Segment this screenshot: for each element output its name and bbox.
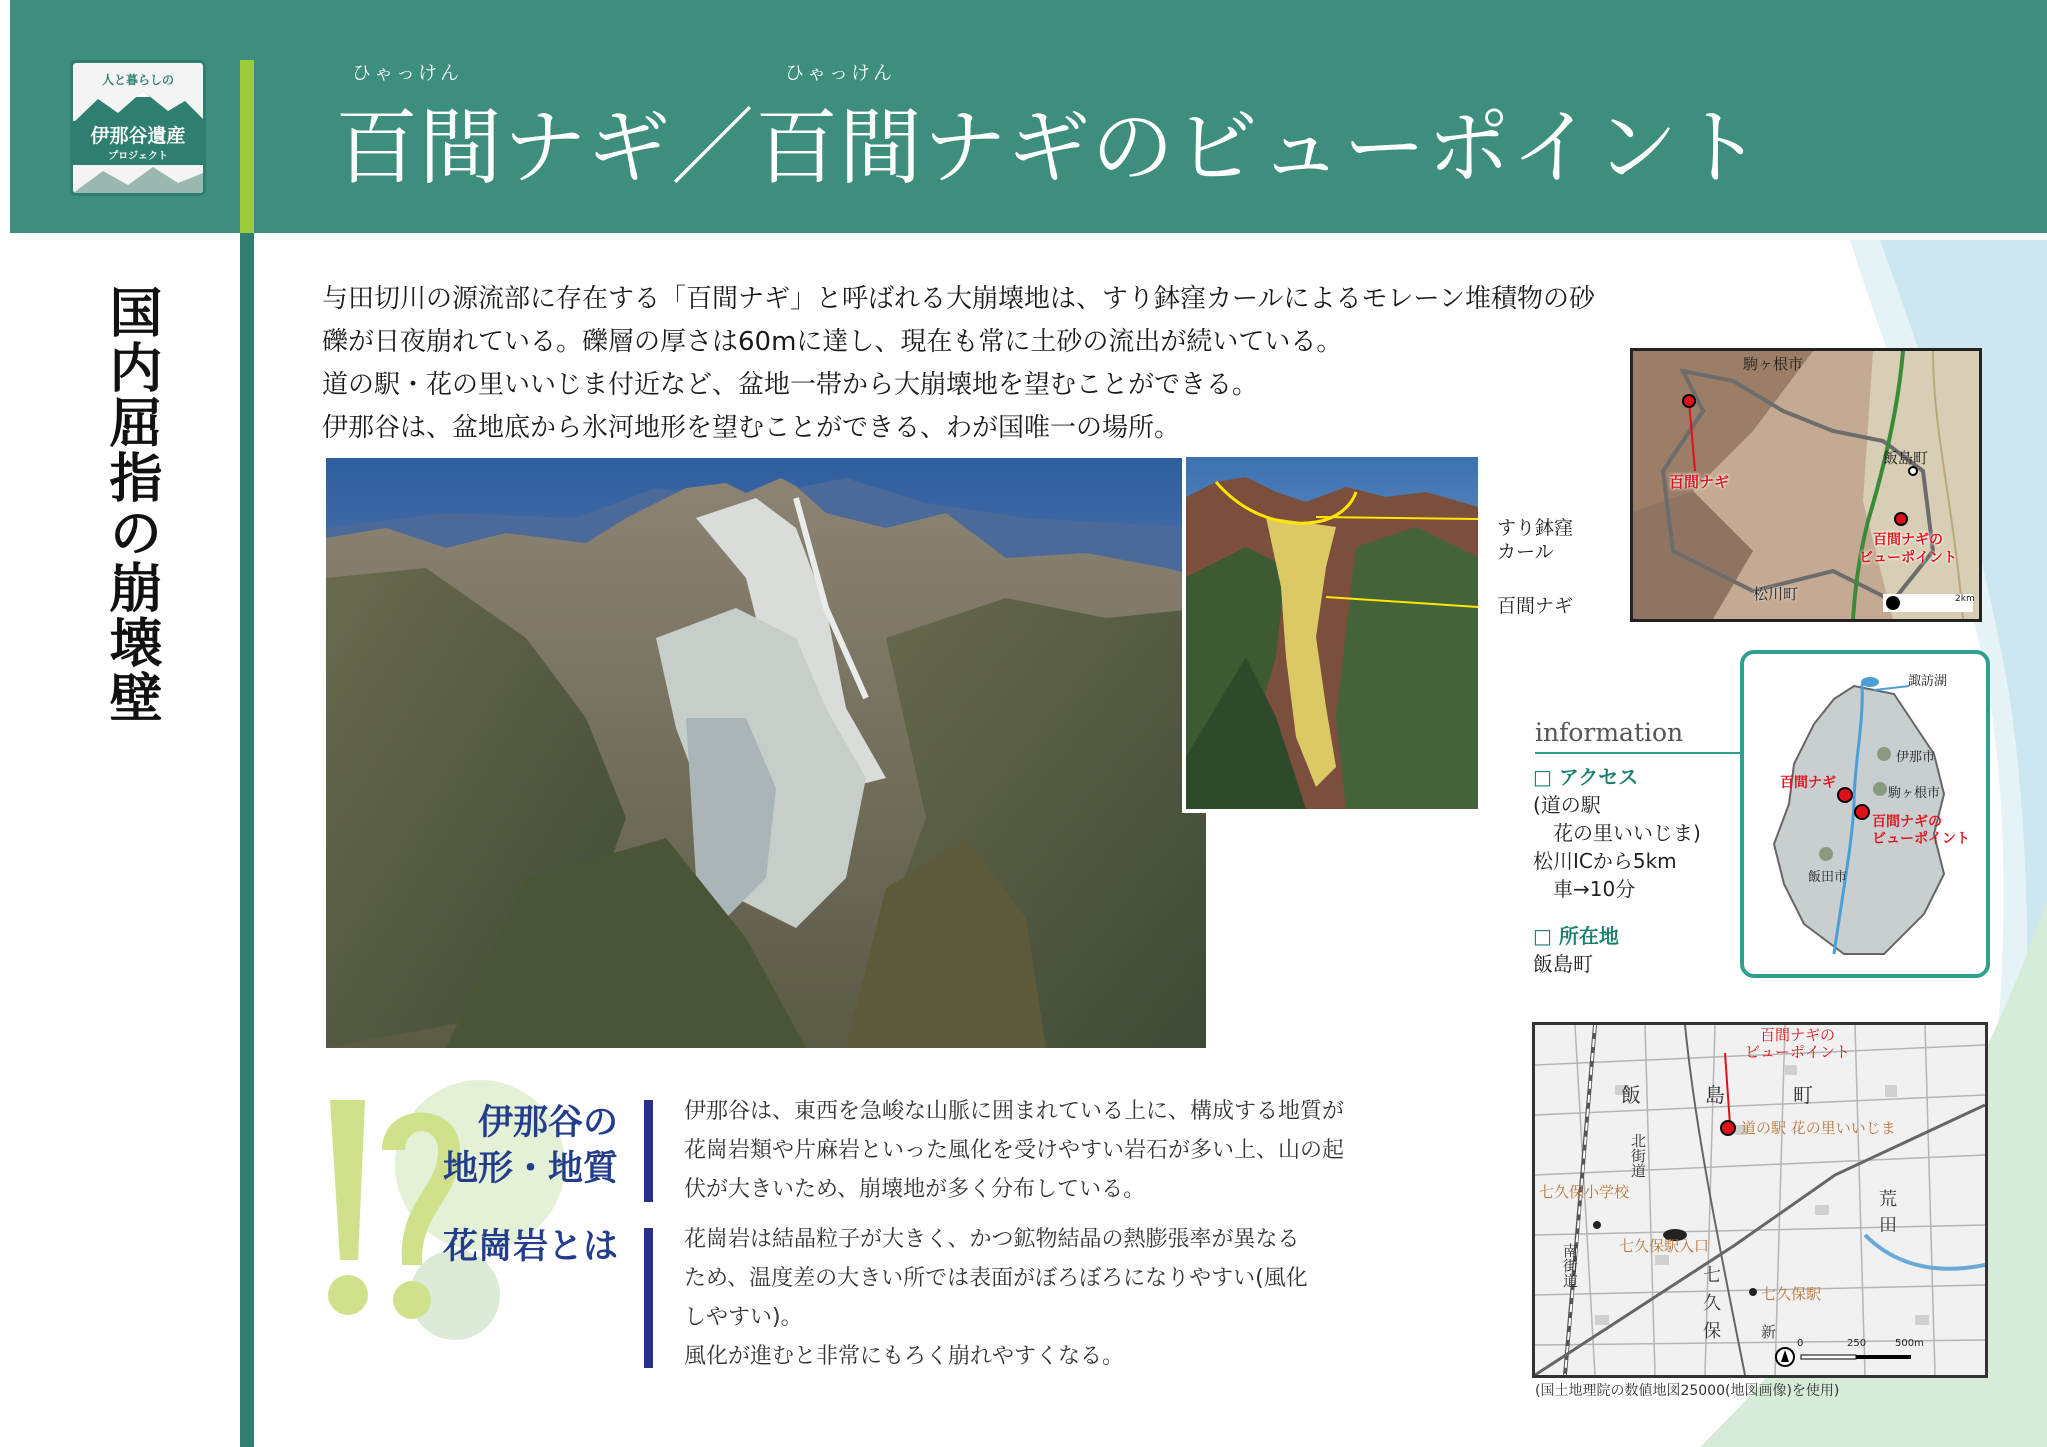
page-title: 百間ナギ／百間ナギのビューポイント [335, 99, 1763, 196]
topic-text-line: 風化が進むと非常にもろく崩れやすくなる。 [684, 1344, 1125, 1369]
intro-line: 与田切川の源流部に存在する「百間ナギ」と呼ばれる大崩壊地は、すり鉢窪カールによるモレーン堆積物の砂 [322, 284, 1595, 314]
town-kitakaido: 北街道 [1629, 1133, 1647, 1178]
region-viewpoint [1872, 814, 1970, 848]
topic-bar [644, 1100, 653, 1202]
region-ina: 伊那市 [1896, 750, 1936, 765]
topic-text-line: ため、温度差の大きい所では表面がぼろぼろになりやすい(風化 [684, 1266, 1308, 1291]
info-access-label: □ アクセス [1533, 765, 1639, 789]
topic-heading-line: 伊那谷の [477, 1102, 618, 1143]
topic-heading-granite [400, 1224, 618, 1270]
info-access [1533, 763, 1701, 903]
region-map [1740, 650, 1990, 978]
region-viewpoint-line2: ビューポイント [1872, 831, 1970, 847]
town-viewpoint-line2: ビューポイント [1745, 1043, 1851, 1061]
map-small-iijima: 飯島町 [1883, 449, 1929, 467]
region-suwa: 諏訪湖 [1908, 674, 1948, 689]
terrain-map [1630, 348, 1982, 622]
map-caption: (国土地理院の数値地図25000(地図画像)を使用) [1535, 1383, 1840, 1399]
town-nanakubo-char: 久 [1703, 1293, 1721, 1314]
town-ara: 荒 [1879, 1189, 1897, 1210]
town-nanakubo-char: 保 [1703, 1321, 1721, 1342]
topic-text-line: 伏が大きいため、崩壊地が多く分布している。 [684, 1177, 1146, 1202]
town-michinoeki: 道の駅 花の里いいじま [1741, 1119, 1896, 1137]
info-location-value: 飯島町 [1533, 952, 1593, 976]
town-char: 町 [1793, 1083, 1813, 1107]
logo-main [73, 121, 203, 165]
info-access-line: 花の里いいじま) [1533, 821, 1701, 845]
town-ta: 田 [1879, 1215, 1897, 1236]
town-minamikaido: 南街道 [1561, 1243, 1579, 1288]
nagi-photo [1182, 453, 1482, 813]
logo-sub-text: プロジェクト [108, 151, 168, 162]
town-nanakubo-char: 七 [1703, 1265, 1721, 1286]
info-access-line: (道の駅 [1533, 793, 1601, 817]
town-scale-500: 500m [1895, 1338, 1924, 1349]
topic-heading-terrain [400, 1100, 618, 1192]
callout-nagi: 百間ナギ [1497, 595, 1574, 617]
topic-text-line: 伊那谷は、東西を急峻な山脈に囲まれている上に、構成する地質が [684, 1099, 1345, 1124]
callout-cirque [1497, 516, 1573, 564]
town-viewpoint-line1: 百間ナギの [1760, 1026, 1836, 1044]
info-location-label: □ 所在地 [1533, 924, 1619, 948]
topic-text-granite [684, 1220, 1308, 1376]
mountain-photo [326, 458, 1206, 1048]
intro-line: 伊那谷は、盆地底から氷河地形を望むことができる、わが国唯一の場所。 [322, 413, 1181, 443]
map-small-viewpoint-line1: 百間ナギの [1873, 532, 1943, 548]
intro-line: 礫が日夜崩れている。礫層の厚さは60mに達し、現在も常に土砂の流出が続いている。 [322, 327, 1343, 357]
map-small-scale: 2km [1955, 594, 1975, 604]
map-small-matsukawa: 松川町 [1753, 585, 1799, 603]
left-divider-accent [240, 60, 254, 233]
logo-bottom-mountain [73, 163, 203, 193]
topic-bar [644, 1228, 653, 1368]
project-logo [70, 60, 206, 196]
mountain-photo-art [326, 458, 1206, 1048]
town-scale-250: 250 [1847, 1338, 1867, 1349]
town-station-entrance: 七久保駅入口 [1619, 1237, 1710, 1255]
topic-heading-line: 地形・地質 [442, 1148, 618, 1189]
callout-cirque-line2: カール [1497, 541, 1554, 563]
town-char: 島 [1705, 1083, 1725, 1107]
left-divider-bar [240, 60, 254, 1447]
town-char: 飯 [1621, 1083, 1641, 1107]
topic-text-line: 花崗岩類や片麻岩といった風化を受けやすい岩石が多い上、山の起 [684, 1138, 1345, 1163]
info-access-line: 松川ICから5km [1533, 849, 1677, 873]
town-shin: 新 [1761, 1323, 1777, 1341]
logo-top-text: 人と暮らしの [101, 73, 174, 87]
town-station: 七久保駅 [1761, 1285, 1822, 1303]
map-small-komagane: 駒ヶ根市 [1743, 355, 1804, 373]
map-small-viewpoint [1859, 531, 1957, 567]
vertical-title: 国内屈指の崩壊壁 [101, 285, 163, 725]
topic-text-line: しやすい)。 [684, 1305, 803, 1330]
nagi-photo-art [1186, 457, 1478, 809]
topic-heading-line: 花崗岩とは [442, 1226, 618, 1267]
info-heading: information [1535, 718, 1684, 747]
town-viewpoint [1745, 1027, 1850, 1061]
title-ruby-1: ひゃっけん [352, 62, 463, 84]
town-scale-0: 0 [1797, 1338, 1804, 1349]
region-iida: 飯田市 [1808, 870, 1848, 885]
title-ruby-2: ひゃっけん [785, 62, 896, 84]
map-small-nagi: 百間ナギ [1669, 473, 1730, 491]
town-school: 七久保小学校 [1539, 1183, 1630, 1201]
logo-main-text: 伊那谷遺産 [90, 125, 186, 147]
mountain-icon [73, 89, 203, 123]
topic-text-line: 花崗岩は結晶粒子が大きく、かつ鉱物結晶の熱膨張率が異なる [684, 1227, 1300, 1252]
info-location [1533, 922, 1619, 978]
region-nagi: 百間ナギ [1780, 775, 1836, 791]
town-map [1532, 1022, 1988, 1378]
region-viewpoint-line1: 百間ナギの [1872, 814, 1942, 830]
topic-text-terrain [684, 1092, 1344, 1209]
map-small-viewpoint-line2: ビューポイント [1859, 550, 1957, 566]
callout-cirque-line1: すり鉢窪 [1497, 517, 1574, 539]
intro-line: 道の駅・花の里いいじま付近など、盆地一帯から大崩壊地を望むことができる。 [322, 370, 1259, 400]
info-rule [1535, 752, 1745, 754]
intro-text [322, 278, 1722, 450]
region-komagane: 駒ヶ根市 [1888, 786, 1941, 801]
info-access-line: 車→10分 [1533, 877, 1636, 901]
